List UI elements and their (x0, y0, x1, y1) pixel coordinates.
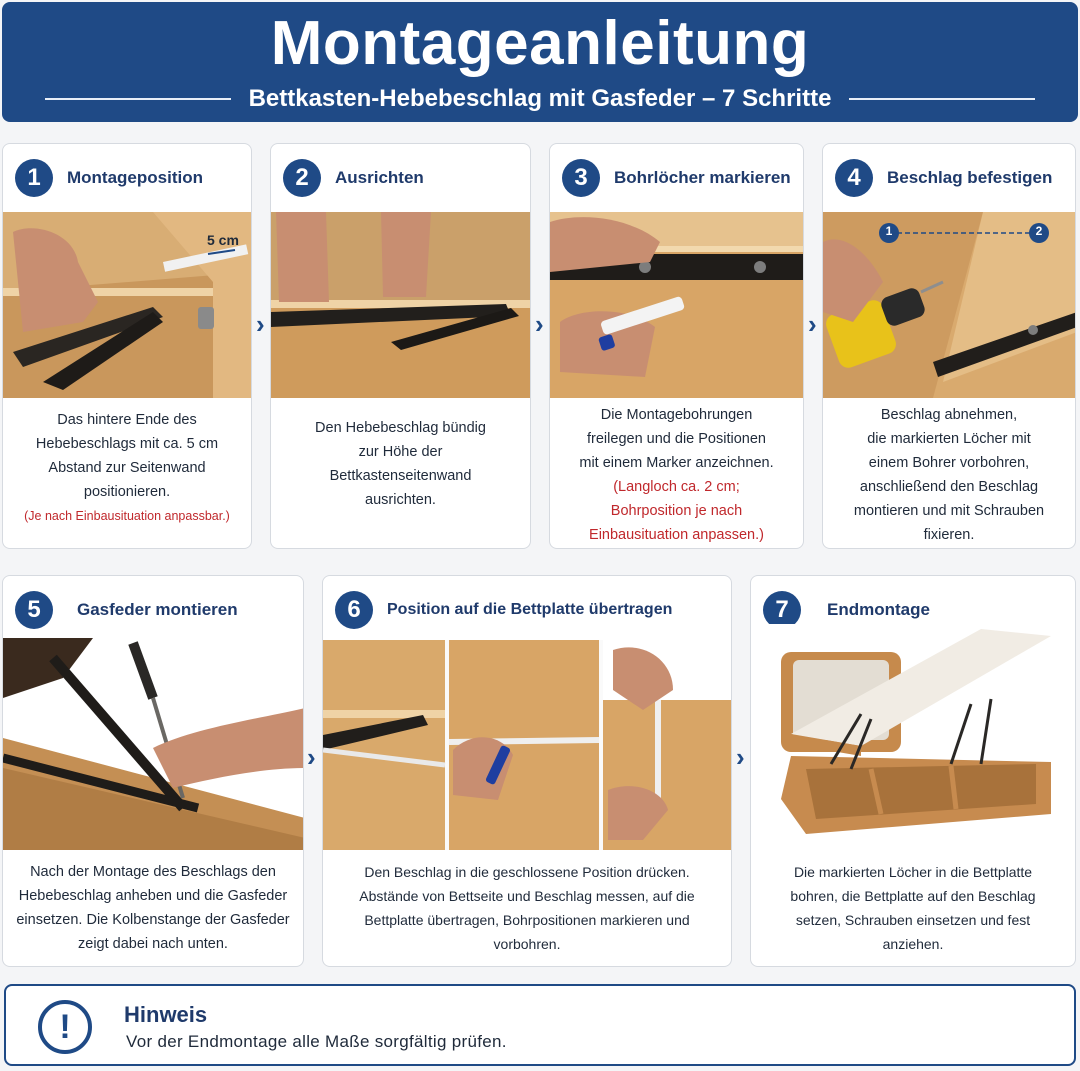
page-subtitle: Bettkasten-Hebebeschlag mit Gasfeder – 7 Schritte (248, 85, 832, 112)
step-card-1 (2, 143, 252, 549)
step-card-3 (549, 143, 804, 549)
step-description (831, 403, 1067, 547)
page-header (2, 2, 1078, 122)
step-title: Montageposition (67, 168, 203, 187)
desc-line: Beschlag abnehmen, (880, 407, 1018, 423)
step-number: 6 (335, 591, 373, 629)
desc-line: Nach der Montage des Beschlags den (30, 864, 276, 880)
step-photo (3, 212, 251, 398)
step-description (331, 860, 723, 956)
desc-line: Das hintere Ende des (57, 412, 197, 428)
marker-label: 2 (1035, 224, 1043, 238)
finished-bed-illustration (751, 624, 1075, 850)
step-title: Endmontage (827, 600, 930, 619)
desc-line: Den Hebebeschlag bündig (315, 420, 486, 436)
step-header (3, 144, 251, 212)
desc-line: mit einem Marker anzeichnen. (579, 455, 774, 471)
step-photo (271, 212, 530, 398)
step-number: 3 (562, 159, 600, 197)
desc-line: Die Montagebohrungen (600, 407, 753, 423)
step-description (279, 416, 522, 512)
page-subtitle-row (2, 84, 1078, 114)
step-number: 7 (763, 591, 801, 629)
drilling-illustration (823, 212, 1075, 398)
step-card-7 (750, 575, 1076, 967)
step-title: Position auf die Bettplatte übertragen (387, 601, 673, 618)
step-card-4 (822, 143, 1076, 549)
desc-line: setzen, Schrauben einsetzen und fest (795, 912, 1031, 928)
desc-line: zeigt dabei nach unten. (78, 936, 228, 952)
note-text: Vor der Endmontage alle Maße sorgfältig prüfen. (126, 1032, 507, 1051)
step-card-2 (270, 143, 531, 549)
desc-line: ausrichten. (365, 492, 436, 508)
step-title: Gasfeder montieren (77, 600, 238, 619)
marker-label: 1 (885, 224, 893, 238)
desc-line: Hebebeschlag anheben und die Gasfeder (18, 888, 288, 904)
desc-line: positionieren. (83, 484, 171, 500)
step-card-5 (2, 575, 304, 967)
page-title: Montageanleitung (270, 9, 810, 78)
step-number: 5 (15, 591, 53, 629)
step-header (323, 576, 731, 644)
desc-line: bohren, die Bettplatte auf den Beschlag (790, 888, 1036, 904)
step-card-6 (322, 575, 732, 967)
desc-note: (Je nach Einbausituation anpassbar.) (24, 509, 230, 523)
measuring-illustration (323, 640, 731, 850)
desc-line: Hebebeschlags mit ca. 5 cm (35, 436, 219, 452)
step-title: Ausrichten (335, 168, 424, 187)
step-header (823, 144, 1075, 212)
hinge-align-illustration (271, 212, 530, 398)
step-header (271, 144, 530, 212)
note-title: Hinweis (124, 1002, 208, 1027)
desc-line: Die markierten Löcher in die Bettplatte (793, 864, 1033, 880)
step-photo (550, 212, 803, 398)
desc-line: zur Höhe der (358, 444, 443, 460)
desc-line: freilegen und die Positionen (587, 431, 766, 447)
desc-note: (Langloch ca. 2 cm; (613, 479, 740, 495)
chevron-right-icon: › (535, 309, 544, 339)
desc-line: montieren und mit Schrauben (853, 503, 1045, 519)
desc-line: Abstände von Bettseite und Beschlag messen, auf die (359, 888, 695, 904)
note-box (4, 984, 1076, 1066)
step-number: 1 (15, 159, 53, 197)
step-description (11, 860, 295, 956)
desc-line: anziehen. (882, 936, 944, 952)
step-photo (751, 624, 1075, 850)
step-header (550, 144, 803, 212)
desc-line: einsetzen. Die Kolbenstange der Gasfeder (16, 912, 290, 928)
chevron-right-icon: › (256, 309, 265, 339)
step-description (11, 408, 243, 528)
chevron-right-icon: › (808, 309, 817, 339)
step-title: Bohrlöcher markieren (614, 168, 791, 187)
desc-note: Einbausituation anpassen.) (589, 527, 764, 543)
exclamation-icon: ! (38, 1000, 92, 1054)
desc-line: die markierten Löcher mit (867, 431, 1031, 447)
step-description (558, 403, 795, 547)
step-number: 2 (283, 159, 321, 197)
divider-line-left (45, 98, 231, 100)
gas-spring-illustration (3, 638, 303, 850)
divider-line-right (849, 98, 1035, 100)
desc-line: fixieren. (923, 527, 975, 543)
step-photo (823, 212, 1075, 398)
chevron-right-icon: › (307, 742, 316, 772)
step-number: 4 (835, 159, 873, 197)
desc-line: Bettplatte übertragen, Bohrpositionen markieren und vorbohren. (364, 912, 690, 952)
desc-line: Den Beschlag in die geschlossene Position drücken. (364, 864, 690, 880)
step-photo (323, 640, 731, 850)
marking-holes-illustration (550, 212, 803, 398)
desc-line: Bettkastenseitenwand (329, 468, 472, 484)
desc-line: Abstand zur Seitenwand (48, 460, 206, 476)
chevron-right-icon: › (736, 742, 745, 772)
distance-label: 5 cm (207, 232, 239, 248)
step-title: Beschlag befestigen (887, 168, 1053, 187)
desc-line: einem Bohrer vorbohren, (868, 455, 1030, 471)
desc-line: anschließend den Beschlag (859, 479, 1039, 495)
step-header (3, 576, 303, 644)
step-description (759, 860, 1067, 956)
step-photo (3, 638, 303, 850)
desc-note: Bohrposition je nach (610, 503, 743, 519)
